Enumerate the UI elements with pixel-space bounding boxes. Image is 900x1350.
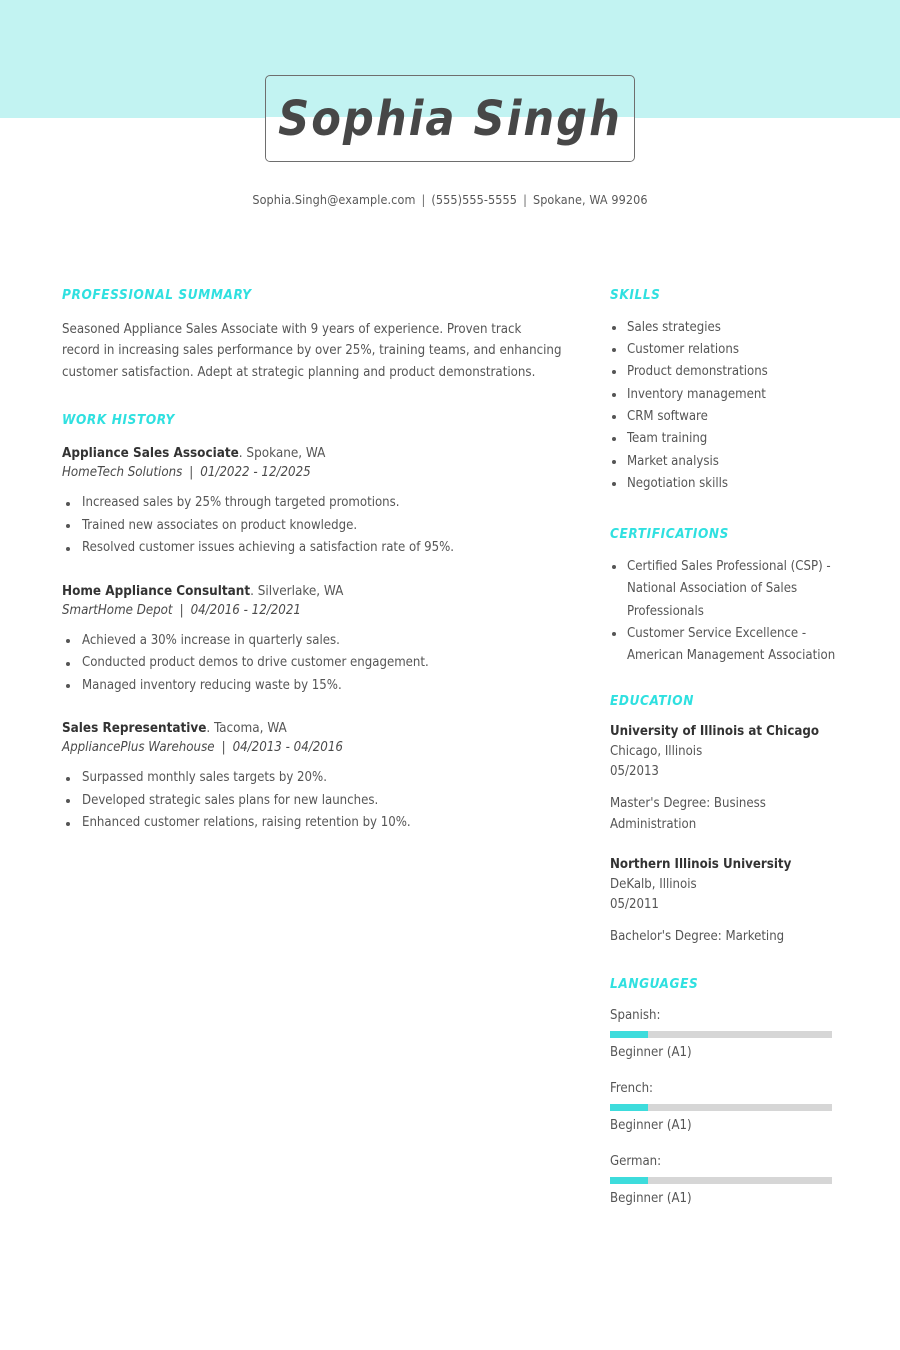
section-languages <box>610 977 850 1209</box>
language-progress-bar <box>610 1177 832 1184</box>
job-bullet: Surpassed monthly sales targets by 20%. <box>62 767 562 790</box>
section-work-history <box>62 413 562 834</box>
section-heading-work-history: WORK HISTORY <box>62 412 175 429</box>
job-title-line <box>62 719 562 738</box>
section-heading-education: EDUCATION <box>610 692 694 709</box>
job-dates: 04/2013 - 04/2016 <box>232 740 343 756</box>
contact-phone: (555)555-5555 <box>431 192 518 207</box>
skill-item: Inventory management <box>610 384 850 406</box>
job-title: Home Appliance Consultant <box>62 583 251 599</box>
job-dates: 01/2022 - 12/2025 <box>200 465 311 481</box>
language-name: Spanish: <box>610 1008 661 1024</box>
education-date: 05/2013 <box>610 764 659 780</box>
language-name: French: <box>610 1081 654 1097</box>
job-bullet: Increased sales by 25% through targeted promotions. <box>62 492 562 515</box>
professional-summary-text: Seasoned Appliance Sales Associate with 9 years of experience. Proven track record in increasing sales performance by over 25%, training teams, and enhancing customer satisfaction. Adept at strategic planning and product demonstrations. <box>62 321 562 380</box>
contact-separator-2: | <box>523 192 527 207</box>
job-separator: | <box>221 740 226 756</box>
language-entry <box>610 1152 850 1209</box>
language-progress-fill <box>610 1031 648 1038</box>
job-entry <box>62 719 562 835</box>
section-skills <box>610 288 850 495</box>
education-school: Northern Illinois University <box>610 857 792 873</box>
job-bullet: Conducted product demos to drive customer engagement. <box>62 652 562 675</box>
certifications-list <box>610 556 850 667</box>
language-name: German: <box>610 1154 662 1170</box>
job-company-line <box>62 463 562 482</box>
skill-item: Team training <box>610 428 850 450</box>
job-separator: | <box>179 602 184 618</box>
language-level: Beginner (A1) <box>610 1191 692 1207</box>
section-heading-professional-summary: PROFESSIONAL SUMMARY <box>62 287 252 303</box>
education-degree: Master's Degree: Business Administration <box>610 796 766 833</box>
job-title-line <box>62 444 562 463</box>
skill-item: Market analysis <box>610 451 850 473</box>
section-professional-summary <box>62 288 562 383</box>
job-bullet-list <box>62 767 562 835</box>
job-bullet: Enhanced customer relations, raising retention by 10%. <box>62 812 562 835</box>
certification-item: Certified Sales Professional (CSP) - National Association of Sales Professionals <box>610 556 850 623</box>
job-bullet-list <box>62 630 562 698</box>
job-bullet-list <box>62 492 562 560</box>
job-title: Appliance Sales Associate <box>62 446 239 462</box>
job-company-line <box>62 738 562 757</box>
job-title: Sales Representative <box>62 721 207 737</box>
job-company: HomeTech Solutions <box>62 465 183 481</box>
job-entry <box>62 582 562 698</box>
language-progress-fill <box>610 1177 648 1184</box>
job-bullet: Achieved a 30% increase in quarterly sales. <box>62 630 562 653</box>
education-date: 05/2011 <box>610 897 659 913</box>
job-bullet: Developed strategic sales plans for new launches. <box>62 790 562 813</box>
right-column <box>610 288 850 1241</box>
language-level: Beginner (A1) <box>610 1118 692 1134</box>
education-degree: Bachelor's Degree: Marketing <box>610 929 785 945</box>
education-entry <box>610 855 850 947</box>
skill-item: Negotiation skills <box>610 473 850 495</box>
section-certifications <box>610 527 850 667</box>
section-heading-skills: SKILLS <box>610 287 661 303</box>
language-progress-bar <box>610 1031 832 1038</box>
contact-line <box>0 192 900 207</box>
job-company: SmartHome Depot <box>62 602 173 618</box>
left-column <box>62 288 562 835</box>
language-progress-fill <box>610 1104 648 1111</box>
skill-item: Customer relations <box>610 339 850 361</box>
language-progress-bar <box>610 1104 832 1111</box>
contact-location: Spokane, WA 99206 <box>532 192 648 207</box>
language-entry <box>610 1079 850 1136</box>
name-box <box>265 75 635 162</box>
language-level: Beginner (A1) <box>610 1045 692 1061</box>
education-place: DeKalb, Illinois <box>610 877 697 893</box>
job-location: . Silverlake, WA <box>250 583 344 599</box>
job-location: . Tacoma, WA <box>206 721 287 737</box>
section-education <box>610 694 850 948</box>
skills-list <box>610 317 850 495</box>
job-company-line <box>62 601 562 620</box>
job-entry <box>62 444 562 560</box>
certification-item: Customer Service Excellence - American Management Association <box>610 623 850 668</box>
section-heading-languages: LANGUAGES <box>610 976 699 993</box>
page-title: Sophia Singh <box>278 90 622 147</box>
job-dates: 04/2016 - 12/2021 <box>190 602 301 618</box>
education-entry <box>610 722 850 835</box>
skill-item: Product demonstrations <box>610 361 850 383</box>
job-location: . Spokane, WA <box>238 446 326 462</box>
skill-item: CRM software <box>610 406 850 428</box>
education-place: Chicago, Illinois <box>610 744 703 760</box>
contact-separator-1: | <box>421 192 426 207</box>
job-title-line <box>62 582 562 601</box>
contact-email: Sophia.Singh@example.com <box>252 192 416 207</box>
job-separator: | <box>189 465 194 481</box>
section-heading-certifications: CERTIFICATIONS <box>610 526 730 543</box>
language-entry <box>610 1006 850 1063</box>
education-school: University of Illinois at Chicago <box>610 724 820 740</box>
spacer <box>62 383 562 413</box>
job-bullet: Resolved customer issues achieving a satisfaction rate of 95%. <box>62 537 562 560</box>
job-company: AppliancePlus Warehouse <box>62 740 215 756</box>
job-bullet: Managed inventory reducing waste by 15%. <box>62 675 562 698</box>
skill-item: Sales strategies <box>610 317 850 339</box>
job-bullet: Trained new associates on product knowledge. <box>62 515 562 538</box>
